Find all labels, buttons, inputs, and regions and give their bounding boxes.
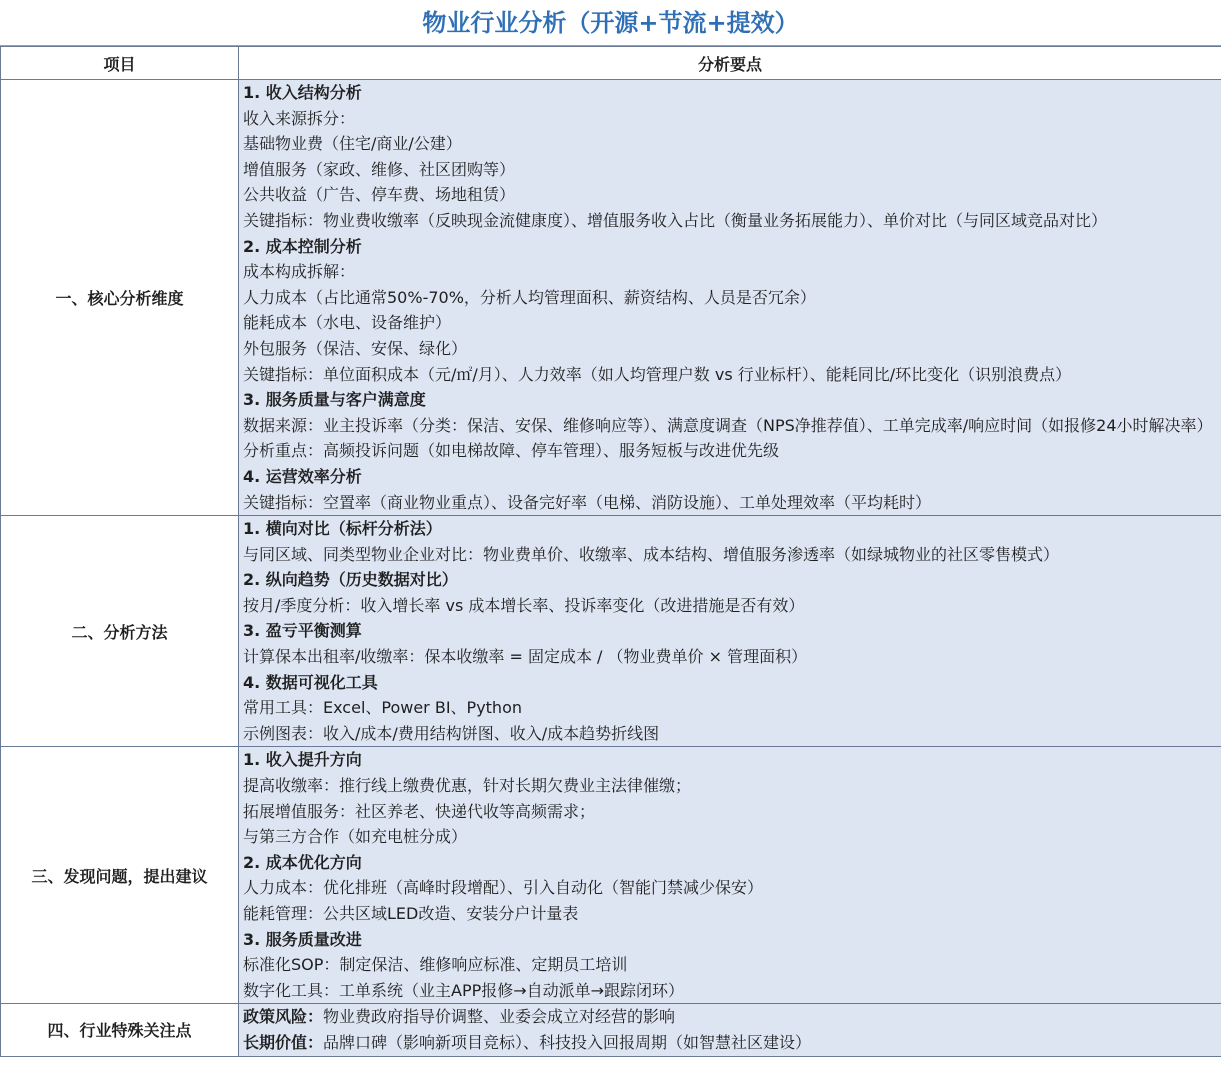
row-item-cell: 二、分析方法 <box>1 516 239 747</box>
point-line <box>243 1004 1217 1030</box>
point-line: 增值服务（家政、维修、社区团购等） <box>243 159 516 179</box>
point-line: 关键指标：物业费收缴率（反映现金流健康度）、增值服务收入占比（衡量业务拓展能力）、单价对比（与同区域竞品对比） <box>243 210 1108 230</box>
row-points-cell <box>239 1004 1221 1056</box>
row-item-cell: 一、核心分析维度 <box>1 80 239 516</box>
section-subheading: 3. 服务质量改进 <box>243 929 362 949</box>
page-title: 物业行业分析（开源+节流+提效） <box>0 0 1221 46</box>
section-subheading: 4. 运营效率分析 <box>243 466 362 486</box>
point-line: 常用工具：Excel、Power BI、Python <box>243 698 523 718</box>
point-line: 与第三方合作（如充电桩分成） <box>243 827 468 847</box>
point-line: 分析重点：高频投诉问题（如电梯故障、停车管理）、服务短板与改进优先级 <box>243 441 780 461</box>
section-subheading: 1. 收入提升方向 <box>243 750 362 770</box>
point-line: 计算保本出租率/收缴率：保本收缴率 = 固定成本 / （物业费单价 × 管理面积） <box>243 647 808 667</box>
row-points-cell <box>239 747 1221 1004</box>
row-points-cell <box>239 80 1221 516</box>
point-line: 收入来源拆分： <box>243 108 356 128</box>
point-line: 关键指标：空置率（商业物业重点）、设备完好率（电梯、消防设施）、工单处理效率（平均耗时） <box>243 492 932 512</box>
point-line: 与同区域、同类型物业企业对比：物业费单价、收缴率、成本结构、增值服务渗透率（如绿城物业的社区零售模式） <box>243 544 1060 564</box>
column-header-points: 分析要点 <box>239 47 1221 80</box>
table-row <box>1 516 1221 747</box>
point-line: 拓展增值服务：社区养老、快递代收等高频需求； <box>243 801 596 821</box>
analysis-table <box>0 46 1221 1057</box>
point-line <box>243 1030 1217 1056</box>
point-line: 关键指标：单位面积成本（元/㎡/月）、人力效率（如人均管理户数 vs 行业标杆）、能耗同比/环比变化（识别浪费点） <box>243 364 1072 384</box>
row-item-cell: 四、行业特殊关注点 <box>1 1004 239 1056</box>
point-lead-label: 政策风险： <box>243 1007 324 1027</box>
section-subheading: 3. 服务质量与客户满意度 <box>243 390 426 410</box>
point-line: 成本构成拆解： <box>243 262 356 282</box>
point-line: 数据来源：业主投诉率（分类：保洁、安保、维修响应等）、满意度调查（NPS净推荐值）、工单完成率/响应时间（如报修24小时解决率） <box>243 415 1213 435</box>
section-subheading: 2. 成本优化方向 <box>243 852 362 872</box>
point-text: 物业费政府指导价调整、业委会成立对经营的影响 <box>323 1007 676 1027</box>
point-line: 数字化工具：工单系统（业主APP报修→自动派单→跟踪闭环） <box>243 980 685 1000</box>
table-row <box>1 1004 1221 1056</box>
table-body <box>1 80 1221 1057</box>
column-header-item: 项目 <box>1 47 239 80</box>
point-line: 能耗成本（水电、设备维护） <box>243 313 452 333</box>
table-row <box>1 80 1221 516</box>
section-subheading: 4. 数据可视化工具 <box>243 672 378 692</box>
point-line: 基础物业费（住宅/商业/公建） <box>243 134 462 154</box>
point-line: 能耗管理：公共区域LED改造、安装分户计量表 <box>243 904 579 923</box>
point-line: 标准化SOP：制定保洁、维修响应标准、定期员工培训 <box>243 955 628 975</box>
section-subheading: 1. 横向对比（标杆分析法） <box>243 519 442 539</box>
section-subheading: 3. 盈亏平衡测算 <box>243 621 362 641</box>
point-line: 公共收益（广告、停车费、场地租赁） <box>243 185 516 205</box>
section-subheading: 2. 成本控制分析 <box>243 236 362 256</box>
point-line: 提高收缴率：推行线上缴费优惠，针对长期欠费业主法律催缴； <box>243 776 692 796</box>
table-header-row <box>1 47 1221 80</box>
point-line: 人力成本（占比通常50%-70%，分析人均管理面积、薪资结构、人员是否冗余） <box>243 287 816 307</box>
point-line: 外包服务（保洁、安保、绿化） <box>243 338 468 358</box>
point-line: 按月/季度分析：收入增长率 vs 成本增长率、投诉率变化（改进措施是否有效） <box>243 595 805 615</box>
section-subheading: 1. 收入结构分析 <box>243 83 362 102</box>
row-points-cell <box>239 516 1221 747</box>
section-subheading: 2. 纵向趋势（历史数据对比） <box>243 570 458 590</box>
table-row <box>1 747 1221 1004</box>
point-text: 品牌口碑（影响新项目竞标）、科技投入回报周期（如智慧社区建设） <box>323 1032 812 1052</box>
point-lead-label: 长期价值： <box>243 1032 324 1052</box>
point-line: 示例图表：收入/成本/费用结构饼图、收入/成本趋势折线图 <box>243 723 660 743</box>
point-line: 人力成本：优化排班（高峰时段增配）、引入自动化（智能门禁减少保安） <box>243 878 764 898</box>
row-item-cell: 三、发现问题，提出建议 <box>1 747 239 1004</box>
